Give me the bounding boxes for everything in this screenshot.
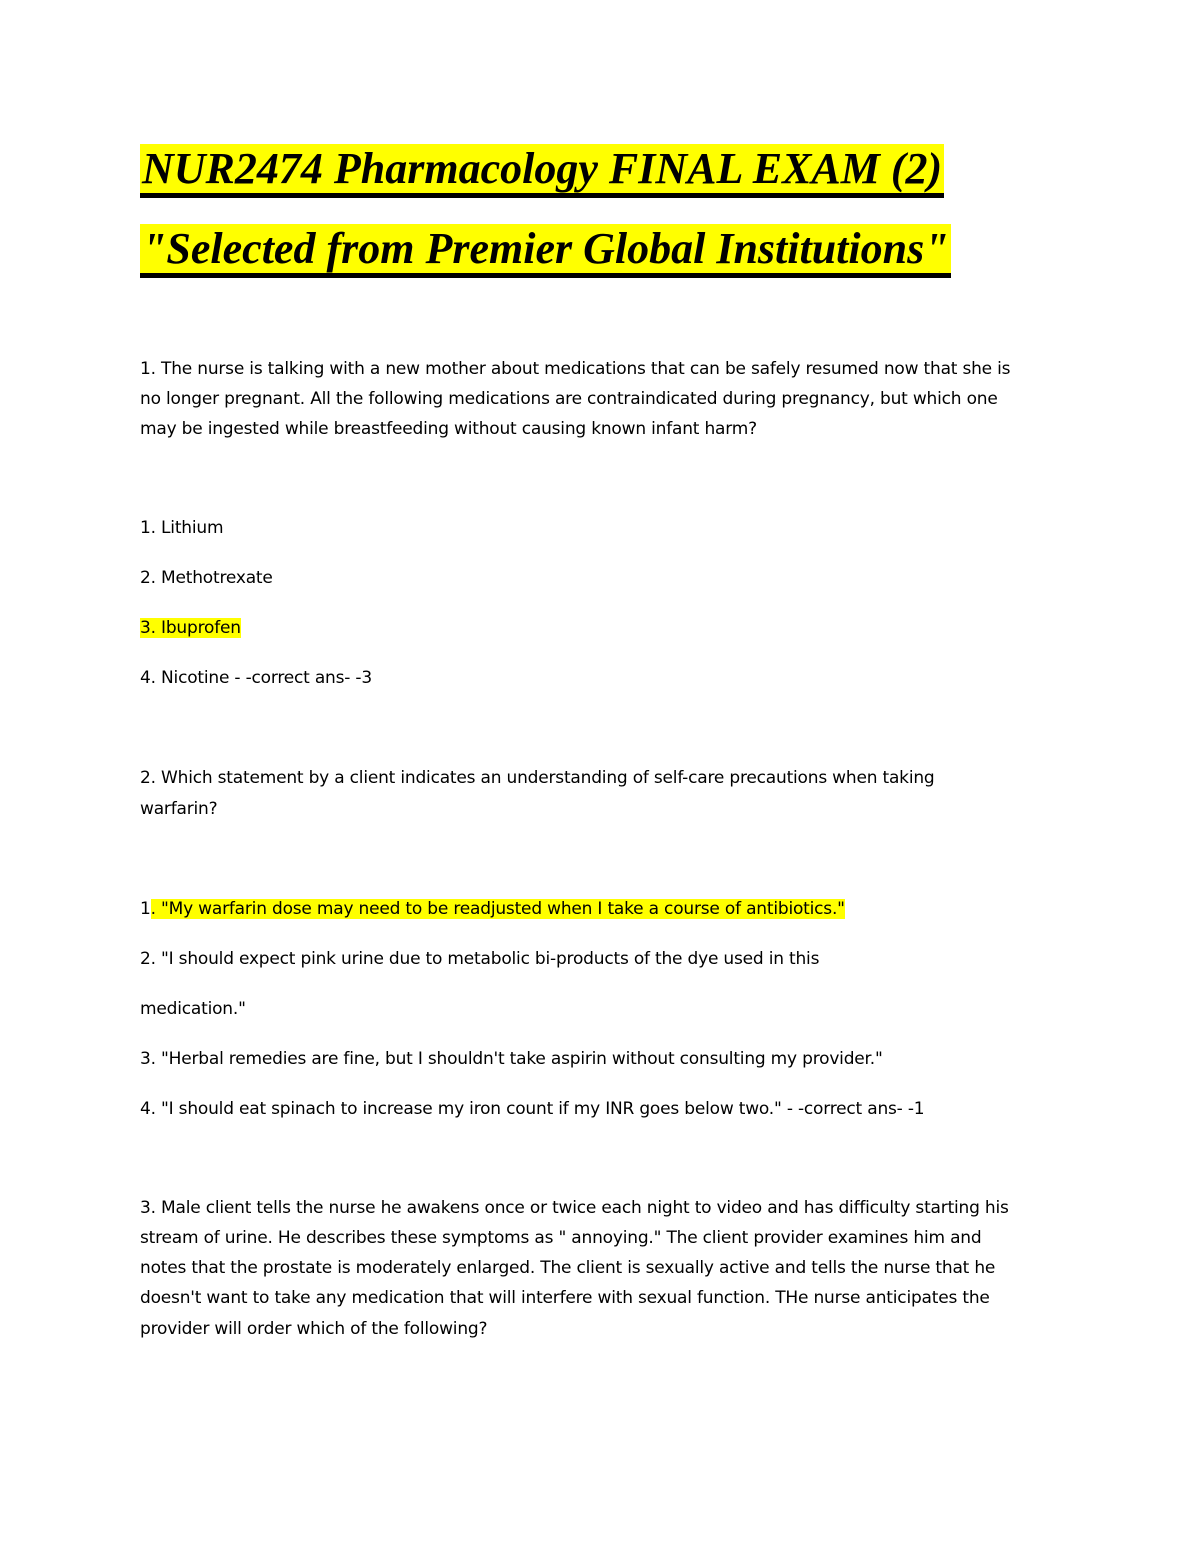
q1-option-4: 4. Nicotine - -correct ans- -3 bbox=[140, 668, 372, 688]
q2-option-3: 3. "Herbal remedies are fine, but I shouldn't take aspirin without consulting my provider." bbox=[140, 1049, 883, 1069]
q2-option-1-number: 1 bbox=[140, 899, 151, 919]
q1-option-3-highlighted bbox=[140, 613, 241, 643]
q1-text-line-3: may be ingested while breastfeeding without causing known infant harm? bbox=[140, 419, 757, 439]
q2-option-2-line-2: medication." bbox=[140, 999, 246, 1019]
q1-option-1: 1. Lithium bbox=[140, 518, 224, 538]
q1-text-line-2: no longer pregnant. All the following medications are contraindicated during pregnancy, but which one bbox=[140, 389, 998, 409]
title-line-2: "Selected from Premier Global Institutions" bbox=[140, 224, 951, 278]
q3-text-line-5: provider will order which of the following? bbox=[140, 1319, 488, 1339]
q3-text-line-4: doesn't want to take any medication that will interfere with sexual function. THe nurse anticipates the bbox=[140, 1288, 990, 1308]
q2-text-line-1: 2. Which statement by a client indicates an understanding of self-care precautions when taking bbox=[140, 768, 935, 788]
q3-text-line-2: stream of urine. He describes these symptoms as " annoying." The client provider examines him and bbox=[140, 1228, 982, 1248]
q2-option-2-line-1: 2. "I should expect pink urine due to metabolic bi-products of the dye used in this bbox=[140, 949, 820, 969]
q1-text-line-1: 1. The nurse is talking with a new mother about medications that can be safely resumed now that she is bbox=[140, 359, 1011, 379]
q2-text-line-2: warfarin? bbox=[140, 799, 218, 819]
document-title bbox=[140, 142, 944, 196]
q2-option-1 bbox=[140, 894, 845, 924]
title-line-1: NUR2474 Pharmacology FINAL EXAM (2) bbox=[140, 144, 944, 198]
q3-text-line-1: 3. Male client tells the nurse he awakens once or twice each night to video and has difficulty starting his bbox=[140, 1198, 1009, 1218]
q2-option-1-text: . "My warfarin dose may need to be readjusted when I take a course of antibiotics." bbox=[150, 899, 845, 919]
q1-option-3-text: 3. Ibuprofen bbox=[140, 618, 241, 638]
q2-option-4: 4. "I should eat spinach to increase my iron count if my INR goes below two." - -correct ans- -1 bbox=[140, 1099, 925, 1119]
q1-option-2: 2. Methotrexate bbox=[140, 568, 273, 588]
document-subtitle bbox=[140, 222, 951, 276]
q3-text-line-3: notes that the prostate is moderately enlarged. The client is sexually active and tells the nurse that he bbox=[140, 1258, 996, 1278]
